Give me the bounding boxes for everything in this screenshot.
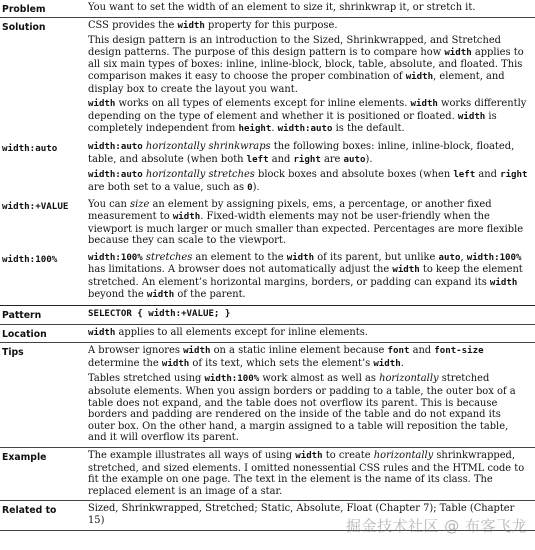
width-auto-paragraph: width:auto horizontally stretches block boxes and absolute boxes (when left and right are both set to a value, such as 0).: [88, 169, 528, 193]
tips-paragraph: Tables stretched using width:100% work almost as well as horizontally stretched absolute elements. When you assign borders or padding to a table, the outer box of a table does not expand, and the table does not overflow its parent. This is because borders and padding are rendered on the inside of the table and do not expand its outer box. On the other hand, a margin assigned to a table will reposition the table, and it will overflow its parent.: [88, 373, 516, 444]
row-width-100: [0, 250, 535, 305]
label-location: Location: [2, 328, 47, 340]
inline-code: width: [295, 451, 323, 461]
tips-paragraph: A browser ignores width on a static inline element because font and font-size determine the width of its text, which sets the element’s width.: [88, 345, 484, 369]
solution-paragraph: This design pattern is an introduction to the Sized, Shrinkwrapped, and Stretched design patterns. The purpose of this design pattern is to compare how width applies to all six main types of boxes: inline, inline-block, block, table, absolute, and floated. This comparison makes it easy to choose the proper combination of width, element, and display box to create the layout you want.: [88, 35, 524, 95]
emphasis: horizontally: [145, 140, 206, 152]
inline-code: width: [161, 358, 190, 369]
watermark: 掘金技术社区 @ 布客飞龙: [345, 517, 527, 535]
inline-code: width: [457, 111, 486, 122]
inline-code: left: [453, 170, 476, 181]
emphasis: horizontally: [379, 373, 439, 385]
content-width-value: [84, 197, 535, 249]
inline-code: auto: [438, 252, 461, 263]
label-solution: Solution: [2, 21, 46, 33]
content-pattern: [84, 306, 535, 324]
row-tips: [0, 342, 535, 447]
inline-code: width: [183, 346, 211, 357]
inline-code: right: [293, 154, 321, 165]
location-text: width applies to all elements except for inline elements.: [88, 326, 368, 338]
inline-code: width: [88, 327, 116, 338]
example-paragraph: The example illustrates all ways of using width to create horizontally shrinkwrapped, stretched, and sized elements. I omitted nonessential CSS rules and the HTML code to fit the example on one page. The text in the element is the name of its class. The replaced element is an image of a star.: [88, 450, 525, 497]
inline-code: width:100%: [88, 252, 143, 263]
inline-code: width: [88, 99, 116, 110]
content-width-auto: [84, 139, 535, 197]
label-problem: Problem: [2, 4, 46, 15]
row-location: [0, 324, 535, 343]
content-problem: [84, 0, 535, 17]
row-solution: [0, 17, 535, 139]
inline-code: 0: [247, 182, 253, 193]
inline-code: right: [500, 170, 528, 181]
inline-code: width: [444, 47, 472, 58]
inline-code: font-size: [434, 346, 484, 357]
width-100-paragraph: width:100% stretches an element to the width of its parent, but unlike auto, width:100% has limitations. A browser does not automatically adjust the width to keep the element stretched. An element’s horizontal margins, borders, or padding can expand its width beyond the width of the parent.: [88, 251, 523, 301]
inline-code: width:auto: [88, 141, 143, 152]
content-example: [84, 448, 535, 500]
pattern-code-line: [88, 308, 529, 321]
emphasis: size: [130, 199, 150, 211]
label-pattern: Pattern: [2, 310, 42, 322]
inline-code: width: [405, 71, 434, 82]
label-width-value: width:+VALUE: [2, 201, 69, 213]
label-related: Related to: [2, 505, 57, 517]
inline-code: width:100%: [466, 252, 522, 263]
inline-code: width: [373, 358, 401, 369]
row-example: [0, 447, 535, 500]
row-pattern: [0, 305, 535, 324]
row-problem: [0, 0, 535, 17]
solution-paragraph: CSS provides the width property for this purpose.: [88, 19, 338, 31]
content-location: [84, 325, 535, 343]
width-auto-paragraph: width:auto horizontally shrinkwraps the following boxes: inline, inline-block, floated, table, and absolute (when both left and right are auto).: [88, 140, 515, 165]
width-value-paragraph: You can size an element by assigning pixels, ems, a percentage, or another fixed measurement to width. Fixed-width elements may not be user-friendly when the viewport is much larger or much smaller than expected. Percentages are more flexible because they can scale to the viewport.: [88, 199, 524, 247]
solution-paragraph: width works on all types of elements except for inline elements. width works differently depending on the type of element and whether it is positioned or floated. width is completely independent from height. width:auto is the default.: [88, 98, 527, 135]
emphasis: shrinkwraps: [208, 140, 271, 152]
inline-code: width: [172, 211, 201, 222]
inline-code: height: [238, 124, 272, 135]
label-width-100: width:100%: [2, 253, 58, 265]
label-example: Example: [2, 452, 47, 463]
emphasis: stretches: [145, 251, 193, 263]
inline-code: width: [177, 20, 205, 31]
row-width-auto: [0, 139, 535, 197]
content-solution: [84, 18, 535, 139]
inline-code: width: [489, 277, 518, 288]
emphasis: stretches: [208, 169, 255, 181]
inline-code: left: [246, 154, 269, 165]
inline-code: width: [286, 252, 315, 263]
problem-text: You want to set the width of an element to size it, shrinkwrap it, or stretch it.: [88, 2, 476, 13]
pattern-code: SELECTOR { width:+VALUE; }: [88, 309, 231, 320]
emphasis: horizontally: [145, 169, 206, 181]
inline-code: width:auto: [88, 170, 143, 181]
inline-code: width: [392, 265, 420, 276]
related-text: Sized, Shrinkwrapped, Stretched; Static, Absolute, Float (Chapter 7); Table (Chapter 15): [88, 503, 515, 526]
inline-code: auto: [343, 154, 366, 165]
content-width-100: [84, 250, 535, 305]
label-width-auto: width:auto: [2, 142, 58, 154]
inline-code: font: [387, 346, 410, 357]
inline-code: width:auto: [277, 124, 333, 135]
inline-code: width:100%: [204, 374, 260, 385]
content-tips: [84, 343, 535, 447]
row-width-value: [0, 197, 535, 249]
emphasis: horizontally: [373, 450, 434, 461]
inline-code: width: [410, 99, 438, 110]
inline-code: width: [146, 290, 175, 301]
label-tips: Tips: [2, 347, 24, 359]
